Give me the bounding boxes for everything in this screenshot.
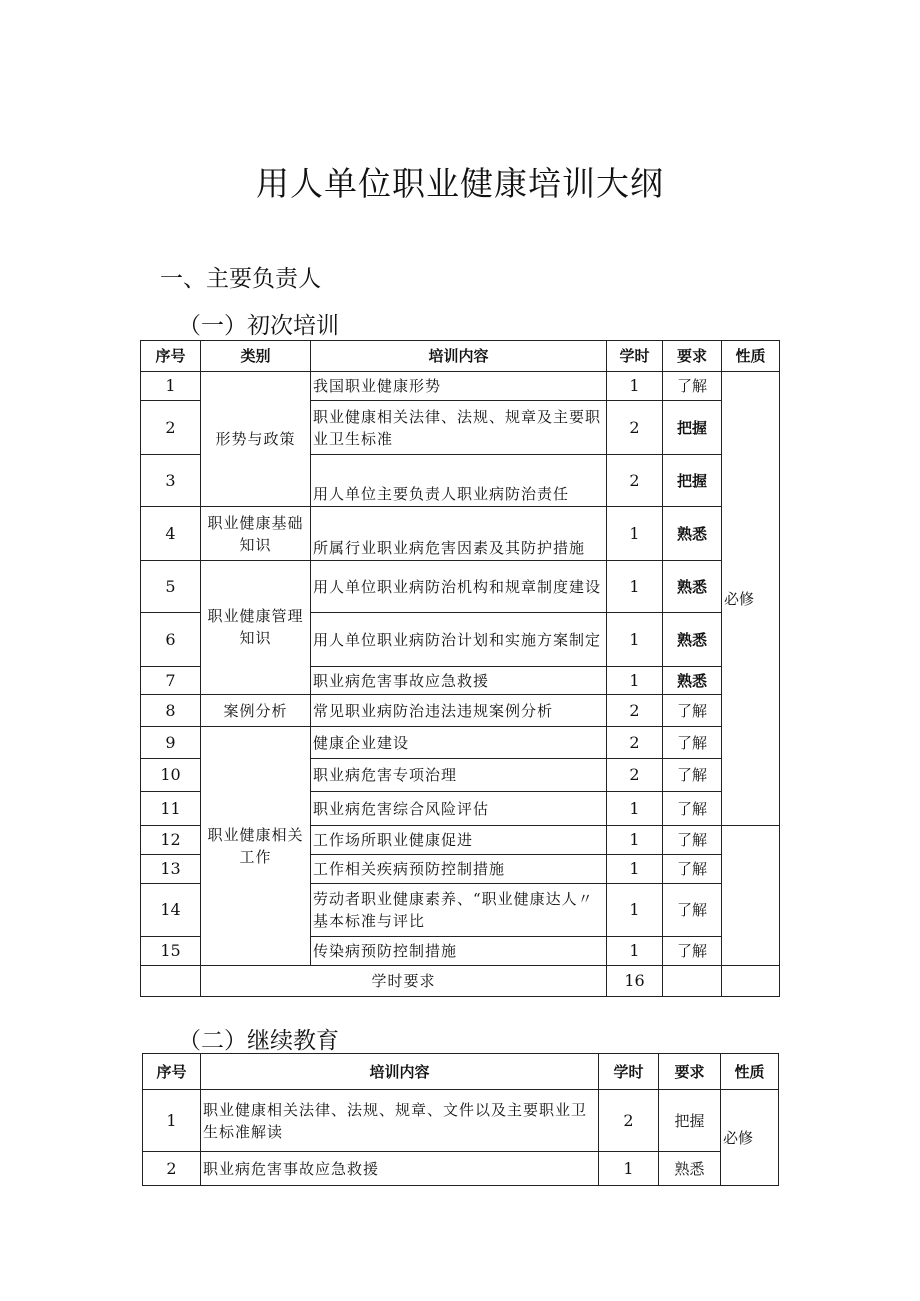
category-cell: 案例分析 (201, 695, 311, 727)
row-requirement: 了解 (663, 727, 722, 759)
row-requirement: 把握 (663, 401, 722, 455)
row-hours: 1 (599, 1152, 659, 1186)
row-content: 常见职业病防治违法违规案例分析 (311, 695, 607, 727)
row-content: 传染病预防控制措施 (311, 937, 607, 966)
row-no: 13 (141, 855, 201, 884)
header-hours: 学时 (599, 1054, 659, 1090)
table-row (143, 1090, 779, 1152)
row-no: 6 (141, 613, 201, 667)
row-requirement: 了解 (663, 792, 722, 826)
row-content: 职业病危害专项治理 (311, 759, 607, 792)
table-header-row (141, 341, 780, 372)
row-content: 所属行业职业病危害因素及其防护措施 (311, 507, 607, 561)
row-requirement: 熟悉 (663, 561, 722, 613)
table-row (141, 561, 780, 613)
table-row (141, 507, 780, 561)
category-cell: 形势与政策 (201, 372, 311, 507)
row-no: 10 (141, 759, 201, 792)
row-content: 工作场所职业健康促进 (311, 826, 607, 855)
row-hours: 2 (607, 727, 663, 759)
total-hours: 16 (607, 966, 663, 997)
row-no: 4 (141, 507, 201, 561)
row-content: 职业健康相关法律、法规、规章及主要职业卫生标准 (311, 401, 607, 455)
row-hours: 1 (607, 792, 663, 826)
row-requirement: 把握 (663, 455, 722, 507)
row-requirement: 熟悉 (663, 667, 722, 695)
header-category: 类别 (201, 341, 311, 372)
row-requirement: 了解 (663, 759, 722, 792)
row-no: 8 (141, 695, 201, 727)
row-hours: 1 (607, 855, 663, 884)
row-no: 14 (141, 884, 201, 937)
header-hours: 学时 (607, 341, 663, 372)
header-no: 序号 (141, 341, 201, 372)
nature-cell: 必修 (722, 372, 780, 826)
row-content: 职业病危害综合风险评估 (311, 792, 607, 826)
row-no: 3 (141, 455, 201, 507)
table-row (141, 372, 780, 401)
row-hours: 1 (607, 613, 663, 667)
row-no: 1 (141, 372, 201, 401)
row-requirement: 熟悉 (663, 507, 722, 561)
row-hours: 2 (607, 759, 663, 792)
header-content: 培训内容 (311, 341, 607, 372)
table-row (143, 1152, 779, 1186)
row-content: 用人单位职业病防治计划和实施方案制定 (311, 613, 607, 667)
initial-training-table (140, 340, 780, 997)
row-content: 健康企业建设 (311, 727, 607, 759)
row-hours: 2 (607, 401, 663, 455)
table-header-row (143, 1054, 779, 1090)
row-content: 工作相关疾病预防控制措施 (311, 855, 607, 884)
row-requirement: 了解 (663, 695, 722, 727)
row-no: 1 (143, 1090, 201, 1152)
row-no: 5 (141, 561, 201, 613)
row-no: 2 (143, 1152, 201, 1186)
row-requirement: 了解 (663, 372, 722, 401)
row-requirement: 了解 (663, 884, 722, 937)
row-requirement: 熟悉 (659, 1152, 721, 1186)
nature-cell: 必修 (721, 1090, 779, 1186)
row-content: 用人单位主要负责人职业病防治责任 (311, 455, 607, 507)
table-total-row (141, 966, 780, 997)
section-heading-main-leader: 一、主要负责人 (160, 266, 321, 292)
row-content: 职业健康相关法律、法规、规章、文件以及主要职业卫生标准解读 (201, 1090, 599, 1152)
category-cell: 职业健康基础知识 (201, 507, 311, 561)
row-no: 2 (141, 401, 201, 455)
row-content: 用人单位职业病防治机构和规章制度建设 (311, 561, 607, 613)
row-content: 我国职业健康形势 (311, 372, 607, 401)
continuing-education-table (142, 1053, 779, 1186)
row-hours: 1 (607, 826, 663, 855)
page-title: 用人单位职业健康培训大纲 (256, 164, 664, 203)
row-hours: 1 (607, 667, 663, 695)
row-hours: 2 (607, 695, 663, 727)
row-content: 职业病危害事故应急救援 (311, 667, 607, 695)
row-hours: 2 (599, 1090, 659, 1152)
row-hours: 1 (607, 561, 663, 613)
row-requirement: 了解 (663, 855, 722, 884)
category-cell: 职业健康相关工作 (201, 727, 311, 966)
row-hours: 1 (607, 372, 663, 401)
row-no: 9 (141, 727, 201, 759)
header-nature: 性质 (721, 1054, 779, 1090)
total-empty-cell (141, 966, 201, 997)
row-requirement: 把握 (659, 1090, 721, 1152)
header-no: 序号 (143, 1054, 201, 1090)
row-hours: 1 (607, 507, 663, 561)
row-content: 劳动者职业健康素养、“职业健康达人〃基本标准与评比 (311, 884, 607, 937)
header-requirement: 要求 (663, 341, 722, 372)
row-requirement: 了解 (663, 937, 722, 966)
subsection-heading-continuing-education: （二）继续教育 (178, 1028, 339, 1054)
total-label: 学时要求 (201, 966, 607, 997)
header-requirement: 要求 (659, 1054, 721, 1090)
header-content: 培训内容 (201, 1054, 599, 1090)
header-nature: 性质 (722, 341, 780, 372)
subsection-heading-initial-training: （一）初次培训 (178, 313, 339, 339)
row-no: 12 (141, 826, 201, 855)
row-hours: 2 (607, 455, 663, 507)
category-cell: 职业健康管理知识 (201, 561, 311, 695)
table-row (141, 695, 780, 727)
total-empty-cell (663, 966, 722, 997)
row-no: 11 (141, 792, 201, 826)
row-requirement: 了解 (663, 826, 722, 855)
row-no: 7 (141, 667, 201, 695)
total-empty-cell (722, 966, 780, 997)
row-no: 15 (141, 937, 201, 966)
row-hours: 1 (607, 884, 663, 937)
row-hours: 1 (607, 937, 663, 966)
row-content: 职业病危害事故应急救援 (201, 1152, 599, 1186)
row-requirement: 熟悉 (663, 613, 722, 667)
table-row (141, 727, 780, 759)
